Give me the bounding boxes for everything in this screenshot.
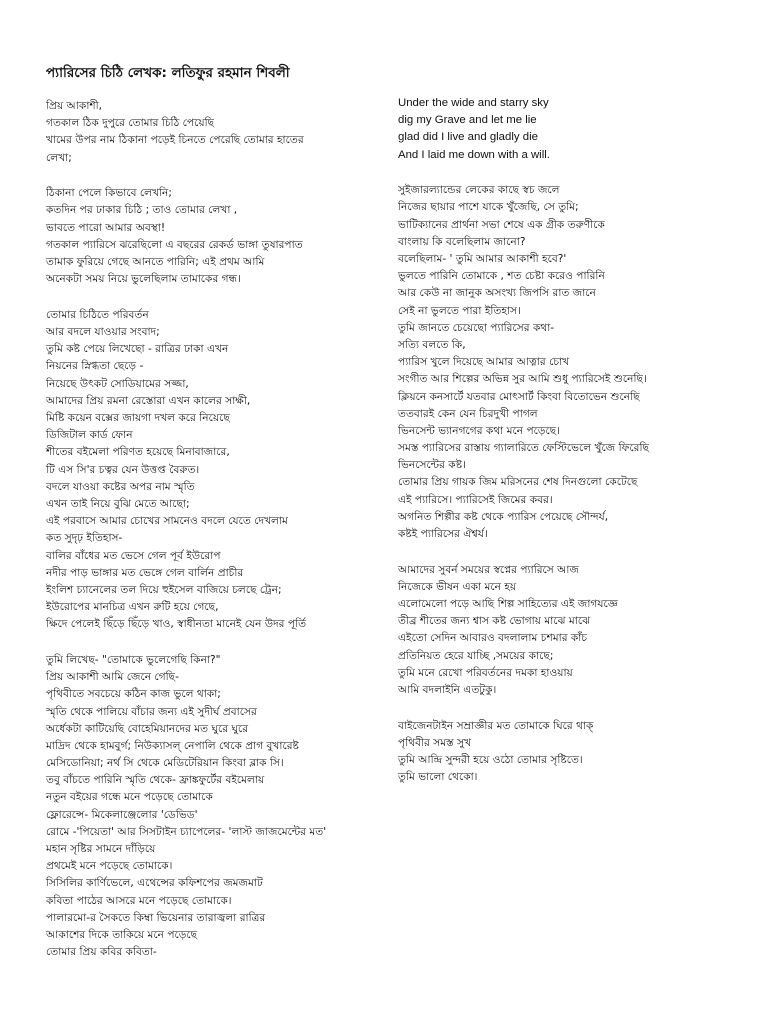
poem-line: সমস্ত প্যারিসের রাস্তায় গ্যালারিতে ফেস্টিভেলে খুঁজে ফিরেছি — [398, 442, 649, 455]
poem-line: রোমে -'পিয়েতা' আর সিসটাইন চ্যাপেলের- 'লাস্ট জাজমেন্টের মত' — [46, 825, 327, 838]
stanza — [46, 652, 386, 961]
right-column — [398, 95, 764, 805]
poem-line: এলোমেলো পড়ে আছি শিল্প সাহিত্যের এই জাগযজ্ঞে — [398, 598, 618, 611]
poem-line: নিয়নের স্নিগ্ধতা ছেড়ে - — [46, 360, 144, 373]
poem-line: বলেছিলাম- ' তুমি আমার আকাশী হবে?' — [398, 253, 567, 265]
poem-line: লেখা; — [46, 151, 72, 164]
poem-line: সংগীত আর শিল্পের অভিন্ন সুর আমি শুধু প্যারিসেই শুনেছি। — [398, 373, 647, 386]
poem-line: বাংলায় কি বলেছিলাম জানো? — [398, 235, 526, 248]
poem-line: তীব্র শীতের জন্য শ্বাস কষ্ট ভোগায় মাঝে মাঝে — [398, 615, 591, 628]
poem-line: এইতো সেদিন আবারও বদলালাম চশমার কাঁচ — [398, 632, 588, 645]
poem-line: টি এস সি'র চত্বর যেন উত্তপ্ত বৈরুত। — [46, 463, 200, 476]
english-line: Under the wide and starry sky — [398, 97, 549, 109]
poem-line: প্রিয় আকাশী আমি জেনে গেছি- — [46, 671, 179, 684]
poem-line: তুমি লিখেছ- "তোমাকে ভুলেগেছি কিনা?" — [46, 653, 221, 666]
poem-line: খামের উপর নাম ঠিকানা পড়েই চিনতে পেরেছি তোমার হাতের — [46, 134, 304, 147]
poem-line: আমাদের সুবর্ন সময়ের স্বপ্নের প্যারিসে আজ — [398, 563, 580, 576]
poem-line: বাইজেনটাইন সম্রাজ্ঞীর মত তোমাকে ঘিরে থাক্‌ — [398, 719, 594, 732]
poem-line: ভুলতে পারিনি তোমাকে , শত চেষ্টা করেও পারিনি — [398, 270, 605, 283]
poem-line: তামাক ফুরিয়ে গেছে আনতে পারিনি; এই প্রথম আমি — [46, 256, 265, 268]
poem-line: মাদ্রিদ থেকে হামবুর্গ; নিউক্যাসল্‌ নেপালি থেকে প্রাগ বুখারেষ্ট — [46, 739, 299, 752]
poem-line: নতুন বইয়ের গন্ধে মনে পড়েছে তোমাকে — [46, 791, 213, 804]
poem-line: গতকাল প্যারিসে ঝরেছিলো এ বছরের রেকর্ড ভাঙ্গা তুষারপাত — [46, 238, 303, 251]
stanza — [46, 185, 386, 288]
poem-line: নিজের ছায়ার পাশে যাকে খুঁজেছি, সে তুমি; — [398, 201, 579, 214]
poem-line: আর কেউ না জানুক অসংখ্য জিপসি রাত জানে — [398, 287, 596, 300]
poem-line: তুমি কষ্ট পেয়ে লিখেছো - রাত্রির ঢাকা এখন — [46, 343, 229, 356]
poem-line: গতকাল ঠিক দুপুরে তোমার চিঠি পেয়েছি — [46, 117, 215, 130]
poem-line: পৃথিবীর সমস্ত সুখ — [398, 736, 472, 749]
poem-line: মেসিডোনিয়া; নর্থ সি থেকে মেডিটেরিয়ান কিংবা ব্লাক সি। — [46, 757, 284, 770]
poem-line: সিসিলির কার্ণিভেলে, এথেন্সের কফিশপের জমজমাট — [46, 877, 263, 890]
poem-line: ইউরোপের মানচিত্র এখন রুটি হয়ে গেছে, — [46, 601, 219, 614]
poem-line: প্রথমেই মনে পড়েছে তোমাকে। — [46, 860, 173, 873]
english-line: dig my Grave and let me lie — [398, 114, 537, 127]
stanza — [46, 307, 386, 634]
poem-line: সেই না ভুলতে পারা ইতিহাস। — [398, 304, 521, 317]
poem-line: তোমার চিঠিতে পরিবর্তন — [46, 308, 149, 321]
poem-line: কষ্টই প্যারিসের ঐশ্বর্য। — [398, 528, 488, 540]
right-stanzas — [398, 182, 764, 786]
stanza — [398, 718, 764, 787]
poem-line: ডিজিটাল কার্ড ফোন — [46, 429, 133, 442]
poem-line: এখন তাই নিয়ে বুঝি মেতে আছো; — [46, 497, 190, 510]
poem-line: আমাদের প্রিয় রমনা রেস্তোরা এখন কালের সাক্ষী, — [46, 394, 251, 407]
english-line: And I laid me down with a will. — [398, 148, 550, 161]
stanza — [46, 98, 386, 167]
poem-line: স্মৃতি থেকে পালিয়ে বাঁচার জন্য এই সুদীর্ঘ প্রবাসের — [46, 705, 257, 718]
poem-line: আমি বদলাইনি এতটুকু। — [398, 684, 497, 696]
left-column — [46, 98, 386, 980]
poem-line: তুমি মনে রেখো পরিবর্তনের দমকা হাওয়ায় — [398, 666, 573, 679]
poem-line: আকাশের দিকে তাকিয়ে মনে পড়েছে — [46, 928, 198, 941]
poem-line: প্রিয় আকাশী, — [46, 100, 103, 112]
poem-line: সত্যি বলতে কি, — [398, 338, 466, 351]
poem-line: অনেকটা সময় নিয়ে ভুলেছিলাম তামাকের গন্ধ। — [46, 273, 241, 286]
page-title: প্যারিসের চিঠি লেখক: লতিফুর রহমান শিবলী — [46, 65, 290, 81]
poem-line: নিজেকে ভীষন একা মনে হয় — [398, 580, 517, 593]
poem-line: মহান সৃষ্টির সামনে দাঁড়িয়ে — [46, 843, 156, 855]
poem-line: এই পরবাসে আমার চোখের সামনেও বদলে যেতে দেখলাম — [46, 515, 288, 528]
poem-line: নিয়েছে উৎকট সোডিয়ামের সজ্জা, — [46, 377, 189, 390]
poem-line: বদলে যাওয়া কষ্টের অপর নাম স্মৃতি — [46, 480, 195, 493]
english-line: glad did I live and gladly die — [398, 131, 538, 144]
poem-line: ক্ষিদে পেলেই ছিঁড়ে ছিঁড়ে খাও, স্বাধীনতা মানেই যেন উদর পূর্তি — [46, 618, 307, 631]
poem-line: আর বদলে যাওয়ার সংবাদ; — [46, 326, 160, 339]
english-verse — [398, 95, 764, 164]
poem-line: ততবারই কেন যেন চিরদুখী পাগল — [398, 407, 538, 420]
poem-line: সুইজারল্যান্ডের লেকের কাছে স্বচ জলে — [398, 184, 560, 197]
poem-line: ক্লিয়নে কনসার্টে যতবার মোৎসার্ট কিংবা বিতোভেন শুনেছি — [398, 390, 640, 403]
poem-line: নদীর পাড় ভাঙ্গার মত ভেঙ্গে গেল বার্লিন প্রাচীর — [46, 566, 244, 579]
poem-line: তোমার প্রিয় কবির কবিতা- — [46, 946, 157, 959]
poem-line: পৃথিবীতে সবচেয়ে কঠিন কাজ ভুলে থাকা; — [46, 688, 221, 701]
poem-line: অর্ধেকটা কাটিয়েছি বোহেমিয়ানদের মত ঘুরে ঘুরে — [46, 722, 249, 735]
poem-line: কবিতা পাঠের আসরে মনে পড়েছে তোমাকে। — [46, 894, 232, 907]
poem-line: ফ্লোরেন্সে- মিকেলাঞ্জেলোর 'ডেভিড' — [46, 808, 198, 821]
poem-line: ঠিকানা পেলে কিভাবে লেখনি; — [46, 187, 172, 200]
poem-line: ভিনসেন্টের কষ্ট। — [398, 459, 466, 472]
poem-line: তবু বাঁচতে পারিনি স্মৃতি থেকে- ফ্রাঙ্কফুর্টের বইমেলায় — [46, 774, 265, 787]
poem-line: কতদিন পর ঢাকার চিঠি ; তাও তোমার লেখা , — [46, 204, 238, 217]
poem-line: প্যারিস খুলে দিয়েছে আমার আত্নার চোখ — [398, 356, 570, 369]
poem-line: শীতের বইমেলা পরিণত হয়েছে মিনাবাজারে, — [46, 446, 230, 459]
poem-line: তুমি ভালো থেকো। — [398, 771, 478, 784]
poem-line: তোমার প্রিয় গায়ক জিম মরিসনের শেষ দিনগুলো কেটেছে — [398, 476, 638, 489]
poem-line: তুমি জানতে চেয়েছো প্যারিসের কথা- — [398, 321, 555, 334]
poem-line: বালির বাঁধের মত ভেসে গেল পূর্ব ইউরোপ — [46, 549, 221, 562]
poem-line: অগনিত শিল্পীর কষ্ট থেকে প্যারিস পেয়েছে সৌন্দর্য, — [398, 510, 609, 523]
poem-line: ভিনসেন্ট ভ্যানগগের কথা মনে পড়েছে। — [398, 424, 560, 437]
stanza — [398, 182, 764, 543]
poem-line: ভাবতে পারো আমার অবস্থা! — [46, 221, 166, 234]
poem-line: পালারমো-র সৈকতে কিম্বা ভিয়েনার তারাজ্বলা রাত্রির — [46, 911, 266, 924]
poem-line: ভাটিক্যানের প্রার্থনা সভা শেষে এক গ্রীক তরুণীকে — [398, 218, 605, 231]
stanza — [398, 562, 764, 700]
poem-line: কত সুদৃঢ় ইতিহাস- — [46, 532, 123, 545]
poem-line: ইংলিশ চ্যানেলের তল দিয়ে হুইসেল বাজিয়ে চলছে ট্রেন; — [46, 583, 282, 596]
poem-line: মিষ্টি কয়েন বক্সের জায়গা দখল করে নিয়েছে — [46, 412, 230, 424]
poem-line: প্রতিনিয়ত হেরে যাচ্ছি ,সময়ের কাছে; — [398, 649, 554, 662]
poem-line: এই প্যারিসে। প্যারিসেই জিমের কবর। — [398, 493, 553, 506]
poem-line: তুমি আন্দ্রি সুন্দরী হয়ে ওঠো তোমার সৃষ্টিতে। — [398, 754, 583, 767]
